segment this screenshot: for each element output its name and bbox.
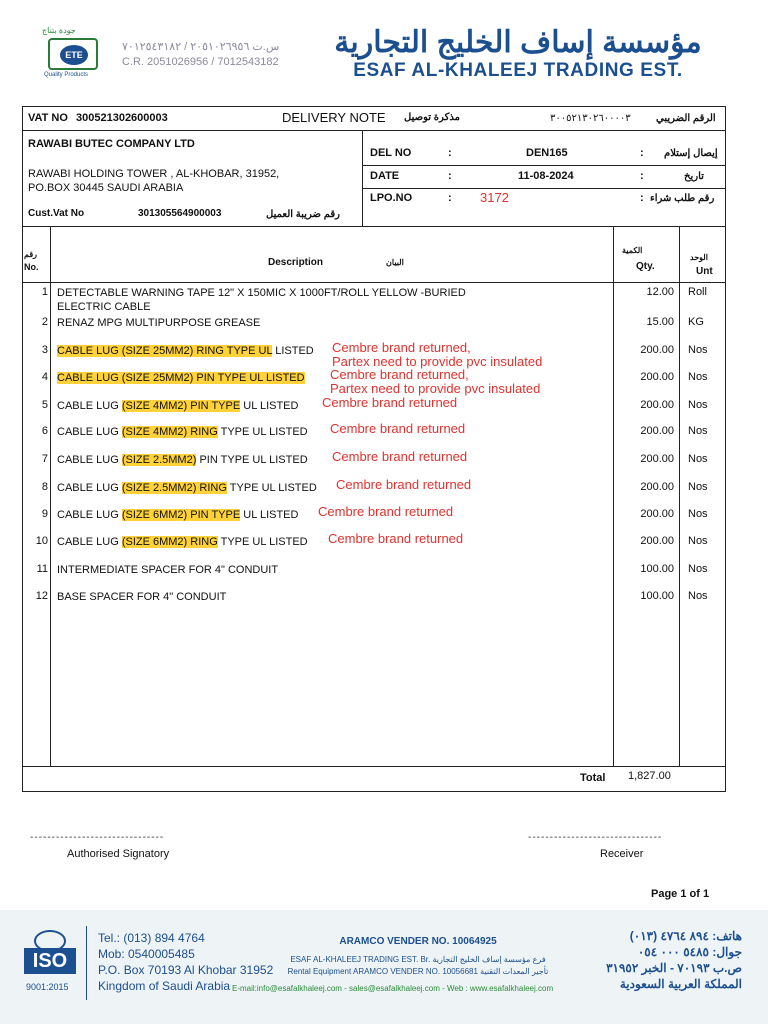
row-quantity: 200.00 bbox=[640, 453, 674, 465]
description-text: DETECTABLE WARNING TAPE 12" X 150MIC X 1000FT/ROLL YELLOW -BURIED bbox=[57, 287, 466, 299]
footer-tel: Tel.: (013) 894 4764 bbox=[98, 931, 205, 945]
highlighted-text: CABLE LUG (SIZE 25MM2) PIN TYPE UL LISTED bbox=[57, 372, 305, 384]
quality-products-text: Quality Products bbox=[44, 72, 89, 78]
iso-word: ISO bbox=[24, 948, 76, 974]
row-quantity: 200.00 bbox=[640, 535, 674, 547]
row-description bbox=[57, 590, 226, 604]
del-no-label: DEL NO bbox=[370, 147, 412, 159]
description-text: UL LISTED bbox=[240, 509, 299, 521]
customer-vat-label: Cust.Vat No bbox=[28, 208, 85, 219]
branch-line: ESAF AL-KHALEEJ TRADING EST. Br. فرع مؤسسة إساف الخليج التجارية bbox=[290, 955, 546, 964]
col-no: No. bbox=[24, 262, 39, 272]
description-text: INTERMEDIATE SPACER FOR 4" CONDUIT bbox=[57, 564, 279, 576]
row-unit: Nos bbox=[688, 371, 708, 383]
row-quantity: 200.00 bbox=[640, 399, 674, 411]
row-description bbox=[57, 399, 298, 413]
note-line: Cembre brand returned, bbox=[332, 340, 471, 355]
note-line: Cembre brand returned bbox=[328, 531, 464, 546]
description-text: CABLE LUG bbox=[57, 400, 122, 412]
customer-vat-value: 301305564900003 bbox=[138, 208, 222, 219]
company-logo bbox=[38, 26, 110, 84]
logo-badge bbox=[48, 38, 98, 70]
handwritten-note bbox=[318, 505, 453, 519]
handwritten-note bbox=[332, 341, 542, 369]
row-number: 2 bbox=[41, 316, 48, 328]
company-name-english: ESAF AL-KHALEEJ TRADING EST. bbox=[353, 60, 683, 81]
row-description bbox=[57, 453, 308, 467]
row-unit: Nos bbox=[688, 425, 708, 437]
note-line: Cembre brand returned bbox=[330, 421, 466, 436]
row-number: 5 bbox=[41, 399, 48, 411]
description-text: CABLE LUG bbox=[57, 536, 122, 548]
signature-line: ------------------------------- bbox=[30, 832, 165, 843]
description-text: CABLE LUG bbox=[57, 482, 122, 494]
row-description bbox=[57, 316, 260, 330]
row-description bbox=[57, 344, 314, 358]
footer-mob-arabic: جوال: ٥٤٨٥ ٠٠٠ ٠٥٤ bbox=[637, 945, 742, 959]
colon: : bbox=[640, 170, 644, 182]
lpo-label: LPO.NO bbox=[370, 192, 413, 204]
highlighted-text: (SIZE 4MM2) PIN TYPE bbox=[121, 400, 241, 412]
row-unit: Nos bbox=[688, 344, 708, 356]
footer-contact-arabic bbox=[582, 928, 742, 992]
highlighted-text: CABLE LUG (SIZE 25MM2) RING TYPE UL bbox=[57, 345, 273, 357]
col-no-arabic: رقم bbox=[24, 250, 38, 259]
row-quantity: 200.00 bbox=[640, 344, 674, 356]
row-quantity: 200.00 bbox=[640, 425, 674, 437]
row-unit: Nos bbox=[688, 453, 708, 465]
footer-po: P.O. Box 70193 Al Khobar 31952 bbox=[98, 963, 274, 977]
row-unit: Nos bbox=[688, 399, 708, 411]
highlighted-text: (SIZE 2.5MM2) RING bbox=[121, 482, 227, 494]
date-arabic: تاريخ bbox=[684, 171, 704, 182]
vat-value-arabic: ٣٠٠٥٢١٣٠٢٦٠٠٠٠٣ bbox=[550, 113, 631, 124]
header-registration bbox=[122, 40, 279, 70]
document-title: DELIVERY NOTE bbox=[282, 110, 386, 125]
handwritten-note bbox=[330, 422, 465, 436]
logo-text: ETE bbox=[60, 45, 88, 65]
rental-line: Rental Equipment ARAMCO VENDER NO. 10056681 تأجير المعدات التقنية bbox=[287, 967, 549, 976]
note-line: Cembre brand returned, bbox=[330, 367, 469, 382]
divider bbox=[679, 226, 680, 766]
colon: : bbox=[640, 192, 644, 204]
colon: : bbox=[448, 192, 452, 204]
row-unit: KG bbox=[688, 316, 704, 328]
divider bbox=[22, 282, 726, 283]
row-description bbox=[57, 425, 308, 439]
footer-po-arabic: ص.ب ٧٠١٩٣ - الخبر ٣١٩٥٢ bbox=[606, 961, 742, 975]
highlighted-text: (SIZE 4MM2) RING bbox=[121, 426, 218, 438]
description-text: TYPE UL LISTED bbox=[217, 536, 308, 548]
row-number: 3 bbox=[41, 344, 48, 356]
customer-vat-arabic: رقم ضريبة العميل bbox=[266, 209, 341, 220]
handwritten-note bbox=[322, 396, 457, 410]
footer-mob: Mob: 0540005485 bbox=[98, 947, 195, 961]
divider bbox=[50, 226, 51, 766]
note-line: Cembre brand returned bbox=[322, 395, 458, 410]
row-unit: Nos bbox=[688, 535, 708, 547]
note-line: Partex need to provide pvc insulated bbox=[332, 354, 543, 369]
col-qty-arabic: الكمية bbox=[622, 246, 643, 255]
divider bbox=[22, 226, 726, 227]
row-unit: Roll bbox=[688, 286, 707, 298]
receiver-label: Receiver bbox=[600, 848, 644, 860]
description-continuation: ELECTRIC CABLE bbox=[57, 301, 151, 313]
vat-value: 300521302600003 bbox=[76, 112, 168, 124]
page-number: Page 1 of 1 bbox=[651, 888, 710, 900]
footer-kingdom-arabic: المملكة العربية السعودية bbox=[619, 977, 742, 991]
iso-year: 9001:2015 bbox=[26, 982, 69, 992]
handwritten-note bbox=[336, 478, 471, 492]
del-no-value: DEN165 bbox=[526, 147, 568, 159]
footer-kingdom: Kingdom of Saudi Arabia bbox=[98, 979, 231, 993]
col-unit: Unt bbox=[696, 266, 713, 277]
row-quantity: 15.00 bbox=[646, 316, 674, 328]
handwritten-note bbox=[330, 368, 540, 396]
row-unit: Nos bbox=[688, 590, 708, 602]
col-unit-arabic: الوحد bbox=[690, 253, 708, 262]
description-text: CABLE LUG bbox=[57, 509, 122, 521]
row-number: 6 bbox=[41, 425, 48, 437]
colon: : bbox=[640, 147, 644, 159]
divider bbox=[86, 926, 87, 1000]
row-unit: Nos bbox=[688, 508, 708, 520]
footer-email: E-mail:info@esafalkhaleej.com - sales@esafalkhaleej.com - Web : www.esafalkhaleej.com bbox=[232, 984, 554, 993]
divider bbox=[362, 130, 363, 226]
customer-address-line1: RAWABI HOLDING TOWER , AL-KHOBAR, 31952, bbox=[28, 168, 280, 180]
document-title-arabic: مذكرة توصيل bbox=[404, 112, 460, 123]
highlighted-text: (SIZE 6MM2) RING bbox=[121, 536, 218, 548]
col-description-arabic: البيان bbox=[386, 258, 404, 267]
vat-label: VAT NO bbox=[28, 112, 68, 124]
row-number: 10 bbox=[35, 535, 48, 547]
row-number: 7 bbox=[41, 453, 48, 465]
description-text: CABLE LUG bbox=[57, 454, 122, 466]
row-number: 8 bbox=[41, 481, 48, 493]
description-text: TYPE UL LISTED bbox=[217, 426, 308, 438]
note-line: Cembre brand returned bbox=[332, 449, 468, 464]
row-number: 11 bbox=[36, 563, 48, 575]
row-description bbox=[57, 563, 278, 577]
customer-address-line2: PO.BOX 30445 SAUDI ARABIA bbox=[28, 182, 184, 194]
divider bbox=[613, 226, 614, 766]
row-number: 9 bbox=[41, 508, 48, 520]
row-quantity: 100.00 bbox=[640, 563, 674, 575]
letterhead-footer bbox=[0, 910, 768, 1024]
description-text: UL LISTED bbox=[240, 400, 299, 412]
col-description: Description bbox=[268, 257, 324, 268]
iso-logo bbox=[22, 930, 78, 1000]
handwritten-note bbox=[332, 450, 467, 464]
handwritten-note bbox=[328, 532, 463, 546]
footer-tel-arabic: هاتف: ٨٩٤ ٤٧٦٤ (٠١٣) bbox=[629, 929, 742, 943]
highlighted-text: (SIZE 6MM2) PIN TYPE bbox=[121, 509, 241, 521]
authorised-signatory-label: Authorised Signatory bbox=[67, 848, 170, 860]
row-number: 4 bbox=[41, 371, 48, 383]
total-value: 1,827.00 bbox=[628, 770, 671, 782]
quality-arabic: جودة بتناج bbox=[42, 26, 76, 35]
aramco-vendor: ARAMCO VENDER NO. 10064925 bbox=[339, 936, 497, 947]
note-line: Partex need to provide pvc insulated bbox=[330, 381, 541, 396]
row-unit: Nos bbox=[688, 481, 708, 493]
note-line: Cembre brand returned bbox=[336, 477, 472, 492]
note-line: Cembre brand returned bbox=[318, 504, 454, 519]
company-name-arabic: مؤسسة إساف الخليج التجارية bbox=[334, 26, 702, 59]
row-quantity: 200.00 bbox=[640, 371, 674, 383]
row-description bbox=[57, 481, 317, 495]
lpo-arabic: رقم طلب شراء bbox=[650, 193, 715, 204]
row-number: 1 bbox=[41, 286, 48, 298]
divider bbox=[22, 766, 726, 767]
registration-arabic: س.ت ٢٠٥١٠٢٦٩٥٦ / ٧٠١٢٥٤٣١٨٢ bbox=[122, 41, 280, 53]
description-text: PIN TYPE UL LISTED bbox=[196, 454, 308, 466]
footer-aramco bbox=[268, 936, 568, 978]
highlighted-text: (SIZE 2.5MM2) bbox=[121, 454, 197, 466]
row-number: 12 bbox=[35, 590, 48, 602]
row-description bbox=[57, 508, 298, 522]
registration-cr: C.R. 2051026956 / 7012543182 bbox=[122, 56, 279, 68]
colon: : bbox=[448, 170, 452, 182]
description-text: BASE SPACER FOR 4" CONDUIT bbox=[57, 591, 227, 603]
description-text: TYPE UL LISTED bbox=[226, 482, 317, 494]
total-label: Total bbox=[580, 772, 606, 784]
row-description bbox=[57, 286, 466, 314]
row-unit: Nos bbox=[688, 563, 708, 575]
row-quantity: 100.00 bbox=[640, 590, 674, 602]
row-quantity: 200.00 bbox=[640, 481, 674, 493]
col-qty: Qty. bbox=[636, 261, 655, 272]
vat-label-arabic: الرقم الضريبي bbox=[656, 113, 716, 124]
row-quantity: 200.00 bbox=[640, 508, 674, 520]
date-label: DATE bbox=[370, 170, 400, 182]
date-value: 11-08-2024 bbox=[518, 170, 574, 182]
divider bbox=[362, 188, 726, 189]
divider bbox=[362, 165, 726, 166]
divider bbox=[22, 130, 726, 131]
row-quantity: 12.00 bbox=[646, 286, 674, 298]
del-no-arabic: إيصال إستلام bbox=[664, 148, 718, 159]
description-text: RENAZ MPG MULTIPURPOSE GREASE bbox=[57, 317, 261, 329]
row-description bbox=[57, 371, 305, 385]
description-text: CABLE LUG bbox=[57, 426, 122, 438]
row-description bbox=[57, 535, 308, 549]
customer-name: RAWABI BUTEC COMPANY LTD bbox=[28, 138, 195, 150]
lpo-value: 3172 bbox=[480, 190, 509, 205]
signature-line: ------------------------------- bbox=[528, 832, 663, 843]
description-text: LISTED bbox=[272, 345, 314, 357]
colon: : bbox=[448, 147, 452, 159]
